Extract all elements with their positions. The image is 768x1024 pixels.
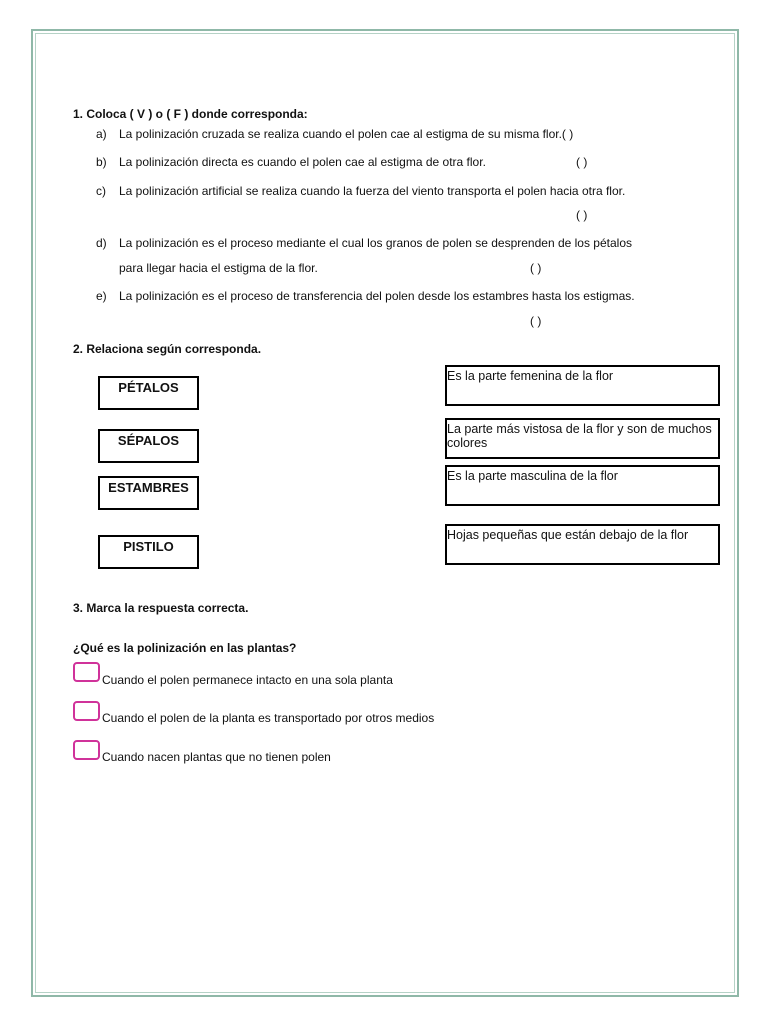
item-d-answer-blank[interactable]: ( ) — [530, 261, 542, 275]
section2-title: 2. Relaciona según corresponda. — [73, 342, 262, 356]
definition-text: Es la parte femenina de la flor — [447, 369, 614, 383]
item-c-marker: c) — [96, 184, 106, 198]
definition-box-1[interactable] — [445, 365, 720, 406]
definition-box-4[interactable] — [445, 524, 720, 565]
item-d-marker: d) — [96, 236, 107, 250]
section3-title: 3. Marca la respuesta correcta. — [73, 601, 249, 615]
term-box-petalos[interactable] — [98, 376, 199, 410]
option-1-checkbox[interactable] — [73, 662, 100, 682]
term-label: ESTAMBRES — [108, 480, 189, 495]
option-3-checkbox[interactable] — [73, 740, 100, 760]
item-a-text: La polinización cruzada se realiza cuando el polen cae al estigma de su misma flor.( ) — [119, 127, 574, 141]
item-a-marker: a) — [96, 127, 107, 141]
item-c-text: La polinización artificial se realiza cuando la fuerza del viento transporta el polen hacia otra flor. — [119, 184, 626, 198]
option-1-text: Cuando el polen permanece intacto en una sola planta — [102, 673, 393, 687]
page-border — [31, 29, 739, 997]
item-b-marker: b) — [96, 155, 107, 169]
definition-text: Es la parte masculina de la flor — [447, 469, 618, 483]
term-box-estambres[interactable] — [98, 476, 199, 510]
item-e-text: La polinización es el proceso de transferencia del polen desde los estambres hasta los estigmas. — [119, 289, 635, 303]
definition-box-3[interactable] — [445, 465, 720, 506]
option-3-text: Cuando nacen plantas que no tienen polen — [102, 750, 331, 764]
definition-box-2[interactable] — [445, 418, 720, 459]
item-b-text: La polinización directa es cuando el polen cae al estigma de otra flor. — [119, 155, 486, 169]
term-box-pistilo[interactable] — [98, 535, 199, 569]
term-label: PÉTALOS — [118, 380, 179, 395]
section1-title: 1. Coloca ( V ) o ( F ) donde corresponda: — [73, 107, 308, 121]
option-2-checkbox[interactable] — [73, 701, 100, 721]
option-2-text: Cuando el polen de la planta es transportado por otros medios — [102, 711, 435, 725]
item-c-answer-blank[interactable]: ( ) — [576, 208, 588, 222]
section3-question: ¿Qué es la polinización en las plantas? — [73, 641, 297, 655]
definition-text: Hojas pequeñas que están debajo de la flor — [447, 528, 689, 542]
item-e-marker: e) — [96, 289, 107, 303]
item-d-text: La polinización es el proceso mediante el cual los granos de polen se desprenden de los pétalos — [119, 236, 633, 250]
term-box-sepalos[interactable] — [98, 429, 199, 463]
item-b-answer-blank[interactable]: ( ) — [576, 155, 588, 169]
definition-text: La parte más vistosa de la flor y son de muchos colores — [447, 422, 712, 450]
item-e-answer-blank[interactable]: ( ) — [530, 314, 542, 328]
term-label: SÉPALOS — [117, 433, 180, 448]
term-label: PISTILO — [123, 539, 174, 554]
item-d-text-line2: para llegar hacia el estigma de la flor. — [119, 261, 318, 275]
